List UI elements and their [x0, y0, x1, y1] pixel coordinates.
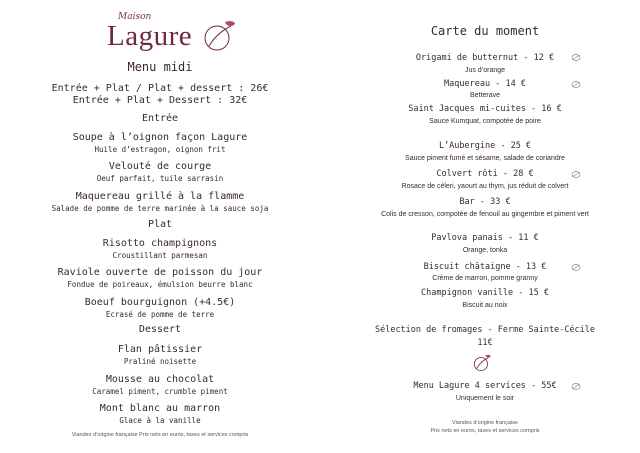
menu-item-name: L’Aubergine - 25 €: [438, 141, 532, 151]
leaf-icon: [571, 382, 581, 391]
brand-logo: [103, 10, 243, 60]
leaf-icon: [571, 170, 581, 179]
section-plat: Plat: [147, 219, 173, 230]
menu-item-name: Raviole ouverte de poisson du jour: [57, 267, 263, 278]
menu-item-desc: Huile d’estragon, oignon frit: [94, 145, 226, 154]
menu-item-name: Mousse au chocolat: [105, 374, 215, 385]
menu-item-name: Sélection de fromages - Ferme Sainte-Cécile: [374, 325, 596, 335]
seasonal-footer-1: Viandes d’origine française: [452, 420, 518, 426]
menu-item-name: Saint Jacques mi-cuites - 16 €: [408, 104, 562, 114]
menu-item-name: Soupe à l’oignon façon Lagure: [72, 132, 248, 143]
leaf-emblem-icon: [471, 352, 493, 374]
menu-item-desc: Caramel piment, crumble piment: [92, 387, 228, 396]
menu-item-name: Bar - 33 €: [459, 197, 511, 207]
seasonal-footer-2: Prix nets en euros, taxes et services compris: [430, 428, 540, 434]
seasonal-menu-title: Carte du moment: [430, 24, 540, 38]
lunch-footer: Viandes d’origine française Prix nets en euros, taxes et services compris: [71, 432, 249, 438]
leaf-logo-icon: [199, 16, 239, 56]
menu-item-desc: Glace à la vanille: [119, 416, 201, 425]
menu-item-desc: Orange, tonka: [462, 247, 508, 254]
menu-item-desc: Jus d’orange: [464, 67, 506, 74]
menu-item-name: Boeuf bourguignon (+4.5€): [84, 297, 236, 308]
lunch-menu-title: Menu midi: [127, 60, 193, 74]
menu-item-name: Velouté de courge: [108, 161, 212, 172]
menu-item-name: Pavlova panais - 11 €: [431, 233, 539, 243]
menu-item-desc: Croustillant parmesan: [112, 251, 208, 260]
menu-item-desc: Ecrasé de pomme de terre: [105, 310, 215, 319]
menu-item-name: Maquereau grillé à la flamme: [75, 191, 245, 202]
menu-item-desc: Oeuf parfait, tuile sarrasin: [96, 174, 224, 183]
menu-item-desc: Sauce Kumquat, compotée de poire: [429, 118, 541, 125]
section-dessert: Dessert: [138, 324, 182, 335]
menu-item-name: Risotto champignons: [102, 238, 218, 249]
menu-item-name: Origami de butternut - 12 €: [415, 53, 555, 63]
menu-item-name: Biscuit châtaigne - 13 €: [423, 262, 547, 272]
menu-item-name: Champignon vanille - 15 €: [421, 288, 549, 298]
menu-item-desc: Rosace de céleri, yaourt au thym, jus réduit de colvert: [401, 183, 569, 190]
menu-item-desc: Betterave: [470, 92, 500, 99]
menu-item-price: 11€: [477, 338, 493, 348]
section-entree: Entrée: [141, 113, 179, 124]
menu-item-name: Menu Lagure 4 services - 55€: [413, 381, 557, 391]
menu-item-desc: Crème de marron, pomme granny: [432, 275, 538, 282]
menu-item-name: Maquereau - 14 €: [444, 79, 526, 89]
menu-item-desc: Sauce piment fumé et sésame, salade de coriandre: [405, 155, 565, 162]
menu-item-name: Flan pâtissier: [117, 344, 203, 355]
menu-item-desc: Salade de pomme de terre marinée à la sauce soja: [51, 204, 269, 213]
menu-item-desc: Uniquement le soir: [455, 395, 515, 402]
leaf-icon: [571, 263, 581, 272]
formula-1: Entrée + Plat / Plat + dessert : 26€: [51, 83, 269, 94]
logo-word: Lagure: [107, 20, 193, 52]
leaf-icon: [571, 53, 581, 62]
menu-item-desc: Praliné noisette: [123, 357, 197, 366]
menu-item-desc: Colis de cresson, compotée de fenouil au gingembre et piment vert: [381, 211, 589, 218]
leaf-icon: [571, 80, 581, 89]
formula-2: Entrée + Plat + Dessert : 32€: [72, 95, 248, 106]
logo-script: Maison: [118, 12, 152, 22]
menu-item-desc: Fondue de poireaux, émulsion beurre blanc: [67, 280, 253, 289]
menu-item-name: Colvert rôti - 28 €: [436, 169, 534, 179]
menu-item-desc: Biscuit au noix: [462, 302, 508, 309]
menu-item-name: Mont blanc au marron: [99, 403, 221, 414]
